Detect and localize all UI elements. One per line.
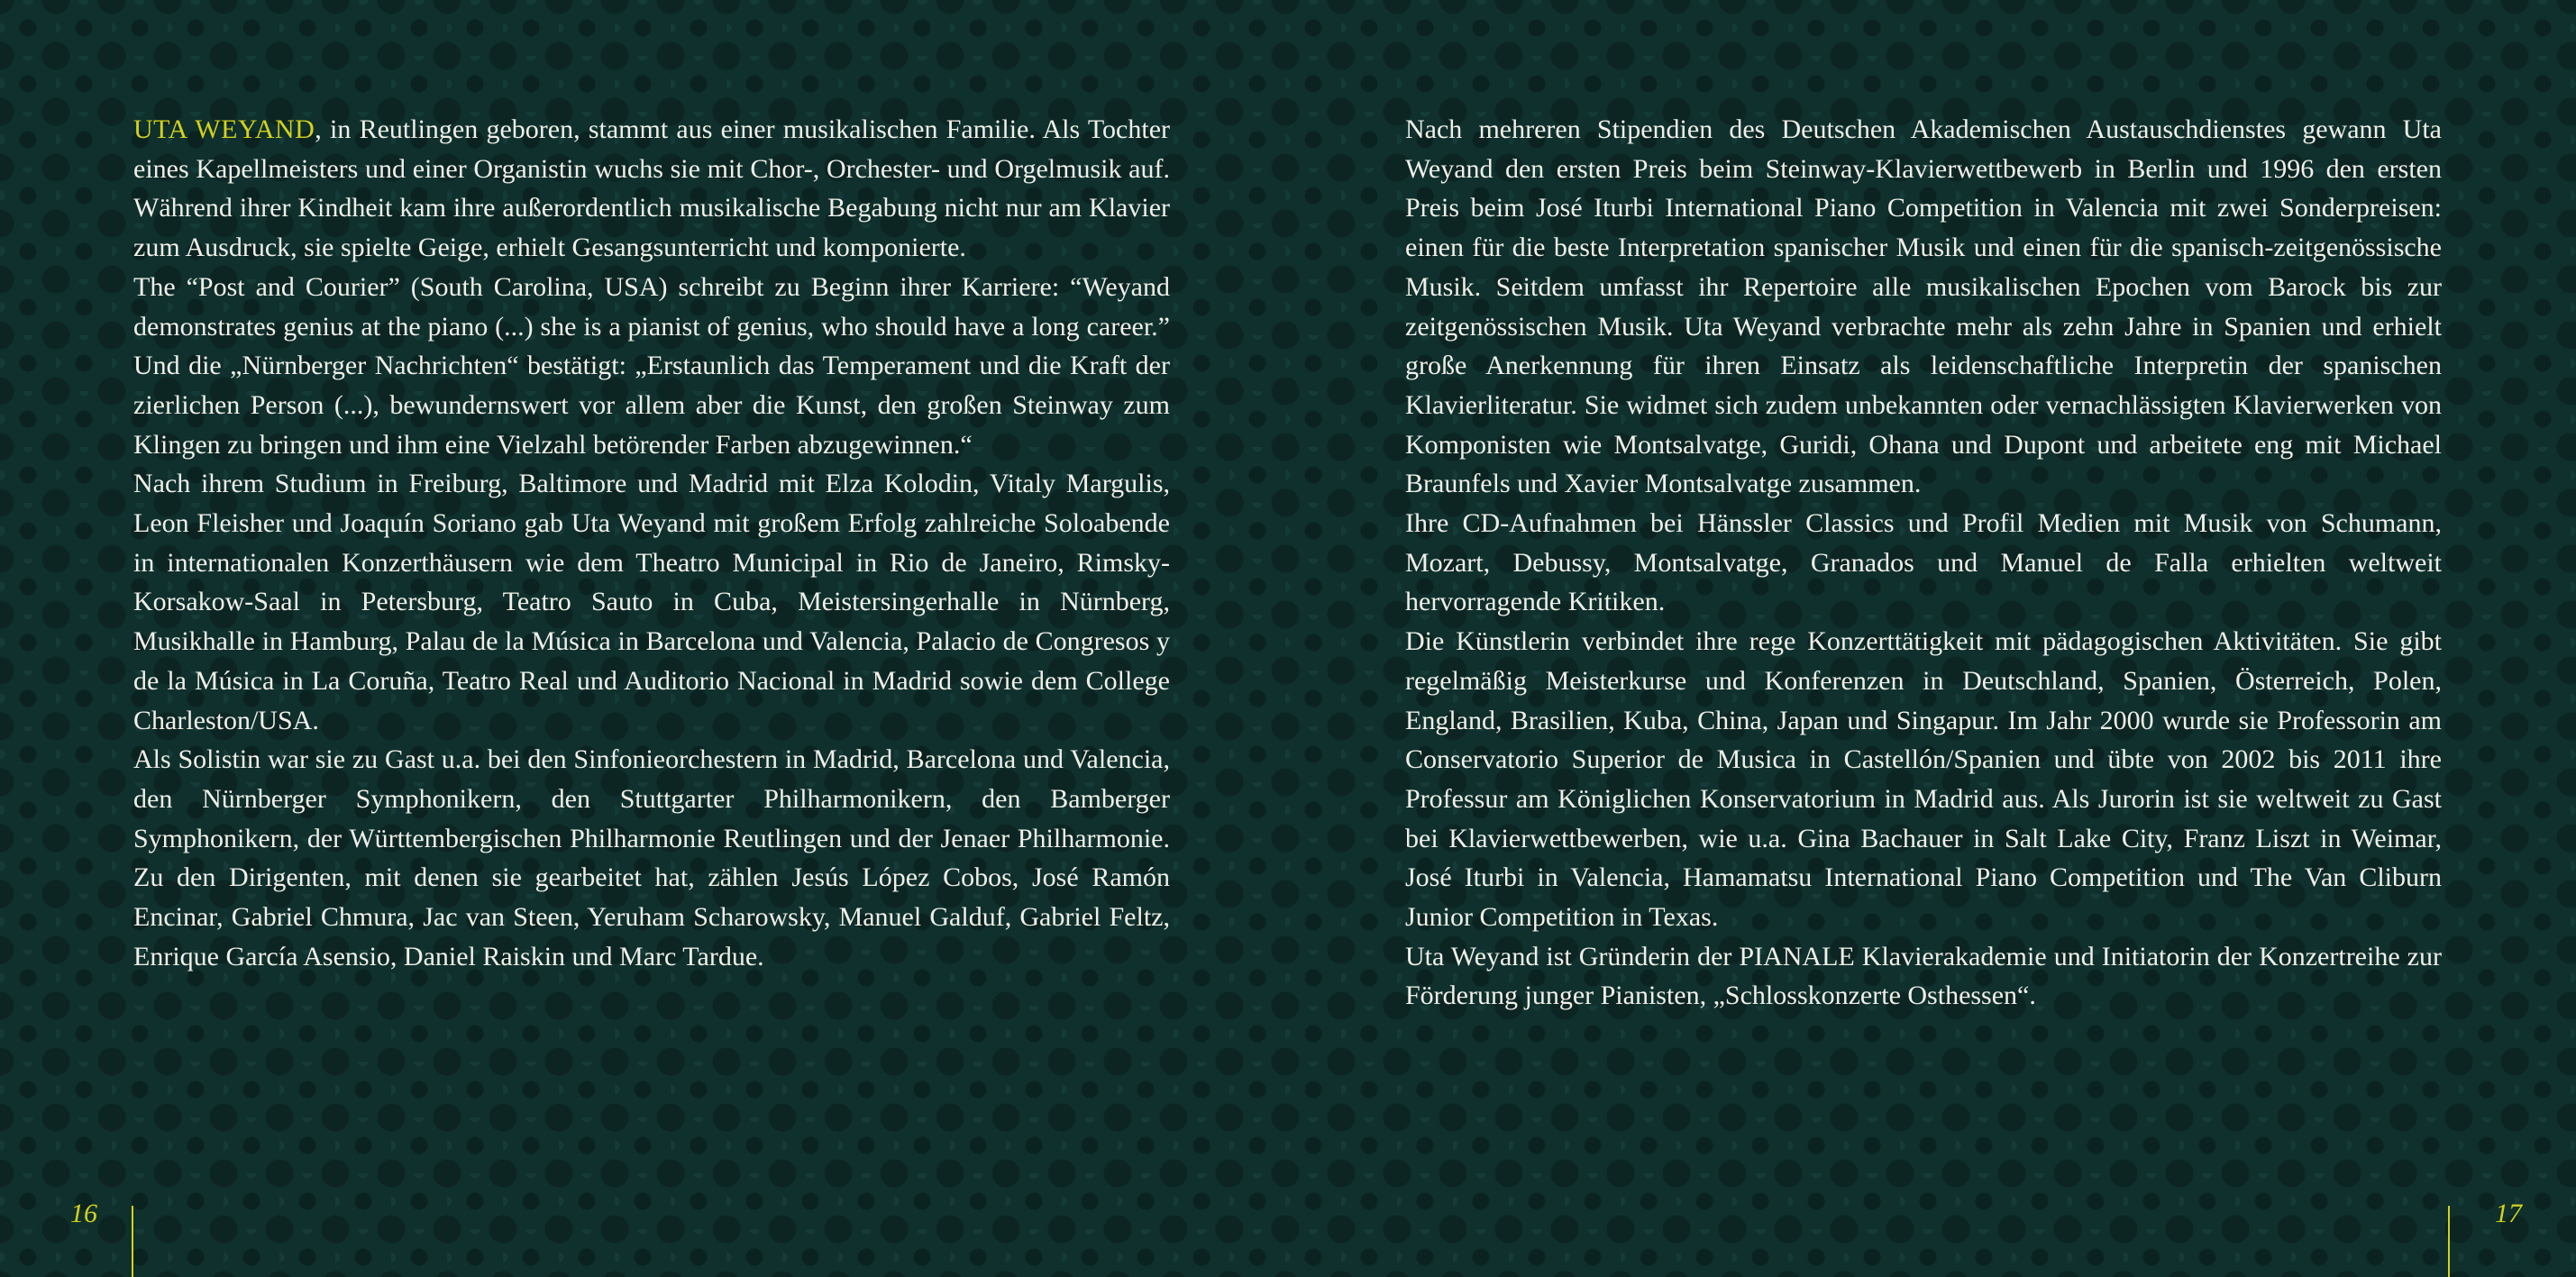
biography-column-right [1405,110,2442,1016]
page-number: 16 [70,1199,97,1228]
paragraph [133,110,1170,268]
page-number: 17 [2495,1199,2522,1228]
paragraph: Nach mehreren Stipendien des Deutschen Akademischen Austauschdienstes gewann Uta Weyand den ersten Preis beim Steinway-Klavierwettbewerb in Berlin und 1996 den ersten Preis beim José Iturbi International Piano Competition in Valencia mit zwei Sonderpreisen: einen für die beste Interpretation spanischer Musik und einen für die spanisch-zeitgenössische Musik. Seitdem umfasst ihr Repertoire alle musikalischen Epochen vom Barock bis zur zeitgenössischen Musik. Uta Weyand verbrachte mehr als zehn Jahre in Spanien und erhielt große Anerkennung für ihren Einsatz als leidenschaftliche Interpretin der spanischen Klavierliteratur. Sie widmet sich zudem unbekannten oder vernachlässigten Klavierwerken von Komponisten wie Montsalvatge, Guridi, Ohana und Dupont und arbeitete eng mit Michael Braunfels und Xavier Montsalvatge zusammen. [1405,114,2442,499]
paragraph: Als Solistin war sie zu Gast u.a. bei den Sinfonieorchestern in Madrid, Barcelona und Valencia, den Nürnberger Symphonikern, den Stuttgarter Philharmonikern, den Bamberger Symphonikern, der Württembergischen Philharmonie Reutlingen und der Jenaer Philharmonie. Zu den Dirigenten, mit denen sie gearbeitet hat, zählen Jesús López Cobos, José Ramón Encinar, Gabriel Chmura, Jac van Steen, Yeruham Scharowsky, Manuel Galduf, Gabriel Feltz, Enrique García Asensio, Daniel Raiskin und Marc Tardue. [133,744,1170,971]
paragraph: The “Post and Courier” (South Carolina, USA) schreibt zu Beginn ihrer Karriere: “Weyand demonstrates genius at the piano (...) she is a pianist of genius, who should have a long career.” Und die „Nürnberger Nachrichten“ bestätigt: „Erstaunlich das Temperament und die Kraft der zierlichen Person (...), bewundernswert vor allem aber die Kunst, den großen Steinway zum Klingen zu bringen und ihm eine Vielzahl betörender Farben abzugewinnen.“ [133,271,1170,460]
paragraph: Ihre CD-Aufnahmen bei Hänssler Classics und Profil Medien mit Musik von Schumann, Mozart, Debussy, Montsalvatge, Granados und Manuel de Falla erhielten weltweit hervorragende Kritiken. [1405,508,2442,617]
page-rule [2448,1206,2450,1277]
artist-name: UTA WEYAND [133,114,315,144]
paragraph: Nach ihrem Studium in Freiburg, Baltimore und Madrid mit Elza Kolodin, Vitaly Margulis, Leon Fleisher und Joaquín Soriano gab Uta Weyand mit großem Erfolg zahlreiche Soloabende in internationalen Konzerthäusern wie dem Theatro Municipal in Rio de Janeiro, Rimsky-Korsakow-Saal in Petersburg, Teatro Sauto in Cuba, Meistersingerhalle in Nürnberg, Musikhalle in Hamburg, Palau de la Música in Barcelona und Valencia, Palacio de Congresos y de la Música in La Coruña, Teatro Real und Auditorio Nacional in Madrid sowie dem College Charleston/USA. [133,469,1170,735]
right-page [1288,0,2576,1277]
page-rule [132,1206,133,1277]
biography-column-left [133,110,1170,976]
paragraph-text: , in Reutlingen geboren, stammt aus einer musikalischen Familie. Als Tochter eines Kapellmeisters und einer Organistin wuchs sie mit Chor-, Orchester- und Orgelmusik auf. Während ihrer Kindheit kam ihre außerordentlich musikalische Begabung nicht nur am Klavier zum Ausdruck, sie spielte Geige, erhielt Gesangsunterricht und komponierte. [133,114,1171,263]
paragraph: Die Künstlerin verbindet ihre rege Konzerttätigkeit mit pädagogischen Aktivitäten. Sie gibt regelmäßig Meisterkurse und Konferenzen in Deutschland, Spanien, Österreich, Polen, England, Brasilien, Kuba, China, Japan und Singapur. Im Jahr 2000 wurde sie Professorin am Conservatorio Superior de Musica in Castellón/Spanien und übte von 2002 bis 2011 ihre Professur am Königlichen Konservatorium in Madrid aus. Als Jurorin ist sie weltweit zu Gast bei Klavierwettbewerben, wie u.a. Gina Bachauer in Salt Lake City, Franz Liszt in Weimar, José Iturbi in Valencia, Hamamatsu International Piano Competition und The Van Cliburn Junior Competition in Texas. [1405,626,2442,933]
paragraph: Uta Weyand ist Gründerin der PIANALE Klavierakademie und Initiatorin der Konzertreihe zur Förderung junger Pianisten, „Schlosskonzerte Osthessen“. [1405,941,2442,1011]
